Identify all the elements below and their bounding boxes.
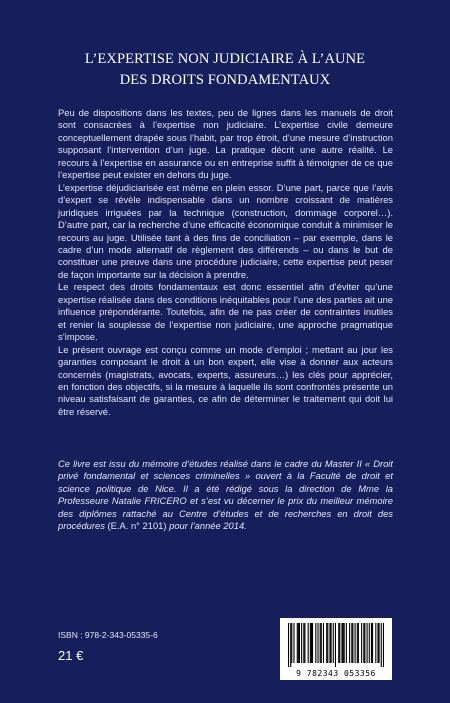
barcode-bar <box>367 623 368 663</box>
barcode-bar <box>371 623 372 663</box>
book-title-line-2: DES DROITS FONDAMENTAUX <box>119 72 331 88</box>
barcode-bar <box>312 623 313 663</box>
barcode-bar <box>290 623 291 667</box>
barcode-bar <box>372 623 373 663</box>
blurb-paragraph: L’expertise déjudiciarisée est même en plein essor. D’une part, parce que l’avis d’expert se révèle indispensable dans un nombre croissant de matières juridiques irriguées par la technique (construction, dommage corporel…). D’autre part, car la recherche d’une efficacité économique conduit à minimiser le recours au juge. Utilisée tant à des fins de conciliation – par exemple, dans le cadre d’un mode alternatif de règlement des différends – ou dans le but de constituer une preuve dans une procédure judiciaire, cette expertise peut peser de façon importante sur la décision à prendre. <box>58 181 393 280</box>
isbn: ISBN : 978-2-343-05335-6 <box>58 630 158 640</box>
book-title <box>0 49 450 91</box>
barcode-bar <box>363 623 364 663</box>
barcode-bar <box>343 623 344 663</box>
barcode-bar <box>291 623 292 663</box>
barcode-bar <box>315 623 316 663</box>
barcode-bar <box>329 623 330 663</box>
price: 21 € <box>58 648 84 663</box>
barcode-bar <box>339 623 340 663</box>
barcode-bar <box>361 623 362 663</box>
barcode-bar <box>364 623 365 663</box>
barcode-bar <box>352 623 353 663</box>
barcode-bar <box>375 623 376 663</box>
barcode-bar <box>321 623 322 663</box>
barcode-bar <box>310 623 311 663</box>
author-note <box>58 458 393 533</box>
barcode-bar <box>297 623 298 663</box>
barcode-bar <box>351 623 352 663</box>
barcode-bar <box>383 623 384 667</box>
barcode-bar <box>304 623 305 663</box>
barcode-bar <box>326 623 327 663</box>
barcode-bar <box>369 623 370 663</box>
barcode-bar <box>377 623 378 663</box>
barcode-bar <box>333 623 334 663</box>
barcode-bar <box>327 623 328 663</box>
barcode-bar <box>301 623 302 663</box>
blurb-paragraph: Peu de dispositions dans les textes, peu de lignes dans les manuels de droit sont consacrées à l’expertise non judiciaire. L’expertise civile demeure conceptuellement drapée sous l’habit, par trop étroit, d’une mesure d’instruction supposant l’intervention d’un juge. La pratique décrit une autre réalité. Le recours à l’expertise en assurance ou en entreprise suffit à témoigner de ce que l’expertise peut exister en dehors du juge. <box>58 107 393 181</box>
blurb-paragraph: Le présent ouvrage est conçu comme un mode d’emploi ; mettant au jour les garanties composant le droit à un bon expert, elle vise à donner aux acteurs concernés (magistrats, avocats, experts, assureurs…) les clés pour apprécier, en fonction des objectifs, si la mesure à laquelle ils sont confrontés présente un niveau satisfaisant de garanties, ce afin de déterminer le traitement qui doit lui être réservé. <box>58 343 393 417</box>
blurb <box>58 107 393 418</box>
barcode-bar <box>293 623 294 663</box>
barcode <box>280 618 392 680</box>
author-note-text: Ce livre est issu du mémoire d’études réalisé dans le cadre du Master II « Droit privé fondamental et sciences criminelles » ouvert à la Faculté de droit et science politique de Nice. Il a été rédigé sous la direction de Mme la Professeure Natalie FRICERO et s’est vu décerner le prix du meilleur mémoire des diplômes rattaché au Centre d’études et de recherches en droit des procédures <box>58 458 393 532</box>
barcode-bar <box>357 623 358 663</box>
barcode-bar <box>308 623 309 663</box>
barcode-bar <box>303 623 304 663</box>
barcode-bar <box>299 623 300 663</box>
barcode-bar <box>311 623 312 663</box>
barcode-bar <box>355 623 356 663</box>
barcode-bar <box>344 623 345 663</box>
barcode-digits: 9 782343 053356 <box>296 669 376 678</box>
barcode-bars <box>280 618 392 668</box>
barcode-bar <box>335 623 336 667</box>
author-note-reference: (E.A. n° 2101) <box>107 520 167 532</box>
barcode-bar <box>341 623 342 663</box>
barcode-bar <box>338 623 339 663</box>
barcode-bar <box>323 623 324 663</box>
barcode-bar <box>379 623 380 663</box>
barcode-bar <box>298 623 299 663</box>
barcode-bar <box>358 623 359 663</box>
barcode-bar <box>349 623 350 663</box>
barcode-bar <box>317 623 318 663</box>
blurb-paragraph: Le respect des droits fondamentaux est donc essentiel afin d’éviter qu’une expertise réalisée dans des conditions inéquitables pour l’une des parties ait une influence prépondérante. Toutefois, afin de ne pas créer de contraintes inutiles et renier la souplesse de l’expertise non judiciaire, une approche pragmatique s’impose. <box>58 281 393 343</box>
barcode-bar <box>346 623 347 663</box>
author-note-year: pour l’année 2014. <box>166 520 247 532</box>
barcode-bar <box>320 623 321 663</box>
barcode-bar <box>331 623 332 663</box>
barcode-bar <box>381 623 382 667</box>
barcode-bar <box>288 623 289 667</box>
book-title-line-1: L’EXPERTISE NON JUDICIAIRE À L’AUNE <box>84 51 366 67</box>
